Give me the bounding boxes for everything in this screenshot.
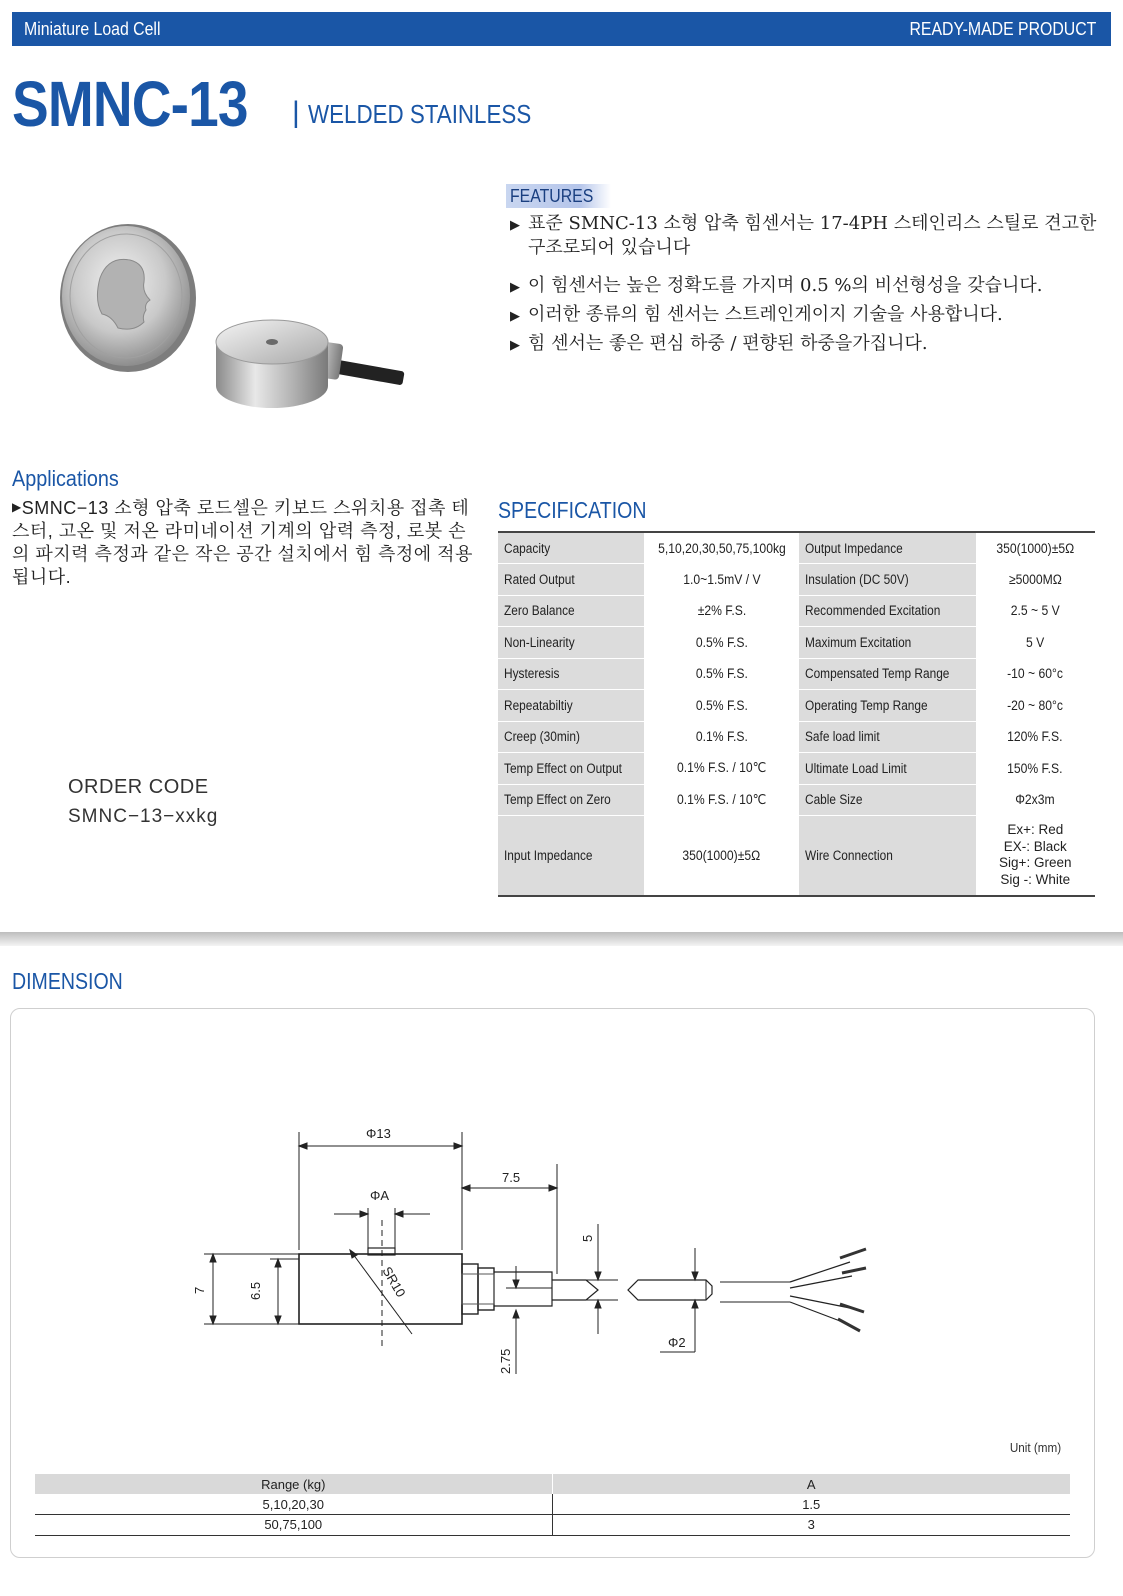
range-cell: 50,75,100 xyxy=(35,1515,552,1536)
page-title xyxy=(12,68,567,140)
spec-label: Safe load limit xyxy=(799,721,975,753)
feature-item: ▶ 이러한 종류의 힘 센서는 스트레인게이지 기술을 사용합니다. xyxy=(510,303,1100,327)
spec-value: 0.5% F.S. xyxy=(644,658,799,690)
wire-color-line: Ex+: Red xyxy=(1007,822,1064,838)
specification-table xyxy=(498,531,1095,897)
spec-value xyxy=(976,816,1095,896)
dimension-drawing xyxy=(180,1120,900,1390)
section-divider xyxy=(0,932,1123,946)
spec-label: Recommended Excitation xyxy=(799,595,975,627)
spec-row xyxy=(498,753,1095,785)
features-heading: FEATURES xyxy=(506,184,611,208)
dim-label: 6.5 xyxy=(248,1281,263,1300)
spec-value: -20 ~ 80°c xyxy=(976,690,1095,722)
spec-value: ≥5000MΩ xyxy=(976,564,1095,596)
spec-value: 2.5 ~ 5 V xyxy=(976,595,1095,627)
spec-label: Creep (30min) xyxy=(498,721,644,753)
category-label: Miniature Load Cell xyxy=(24,18,161,39)
spec-label: Repeatabiltiy xyxy=(498,690,644,722)
spec-value: Φ2x3m xyxy=(976,784,1095,816)
spec-label: Compensated Temp Range xyxy=(799,658,975,690)
spec-value: 350(1000)±5Ω xyxy=(976,532,1095,564)
spec-label: Capacity xyxy=(498,532,644,564)
spec-row xyxy=(498,595,1095,627)
spec-value: 0.5% F.S. xyxy=(644,690,799,722)
dim-label: 2.75 xyxy=(498,1348,513,1374)
spec-value: 0.1% F.S. / 10℃ xyxy=(644,784,799,816)
spec-value: -10 ~ 60°c xyxy=(976,658,1095,690)
spec-value: 350(1000)±5Ω xyxy=(644,816,799,896)
dim-label: ΦA xyxy=(370,1188,390,1203)
spec-row xyxy=(498,721,1095,753)
load-cell-image xyxy=(216,320,405,408)
dim-label: Φ2 xyxy=(668,1335,686,1350)
spec-row xyxy=(498,816,1095,896)
dim-label: 7 xyxy=(192,1286,207,1294)
dim-label: 5 xyxy=(580,1234,595,1242)
wire-color-line: Sig -: White xyxy=(1000,871,1071,887)
wire-color-line: Sig+: Green xyxy=(999,855,1072,871)
spec-label: Cable Size xyxy=(799,784,975,816)
spec-row xyxy=(498,532,1095,564)
spec-value: 5 V xyxy=(976,627,1095,659)
table-row xyxy=(35,1494,1070,1515)
spec-label: Ultimate Load Limit xyxy=(799,753,975,785)
spec-value: 120% F.S. xyxy=(976,721,1095,753)
dim-label: 7.5 xyxy=(502,1170,521,1185)
unit-label: Unit (mm) xyxy=(1009,1440,1062,1455)
dimension-heading: DIMENSION xyxy=(12,968,123,994)
title-separator: | xyxy=(292,96,300,129)
a-header: A xyxy=(552,1474,1070,1494)
spec-row xyxy=(498,627,1095,659)
spec-value: 150% F.S. xyxy=(976,753,1095,785)
coin-image xyxy=(60,224,196,372)
features-list xyxy=(510,212,1100,356)
spec-row xyxy=(498,658,1095,690)
spec-label: Output Impedance xyxy=(799,532,975,564)
wire-color-line: EX-: Black xyxy=(1003,838,1067,854)
range-cell: 5,10,20,30 xyxy=(35,1494,552,1515)
applications-text: ▶SMNC−13 소형 압축 로드셀은 키보드 스위치용 접촉 테스터, 고온 및 저온 라미네이션 기계의 압력 측정, 로봇 손의 파지력 측정과 같은 작은 공간 설치에서 힘 측정에 적용됩니다. xyxy=(12,498,473,587)
spec-label: Temp Effect on Output xyxy=(498,753,644,785)
spec-row xyxy=(498,784,1095,816)
order-code-label: ORDER CODE xyxy=(68,776,209,798)
feature-item: ▶ 이 힘센서는 높은 정확도를 가지며 0.5 %의 비선형성을 갖습니다. xyxy=(510,274,1100,298)
order-code-value: SMNC−13−xxkg xyxy=(68,806,219,827)
spec-value: 1.0~1.5mV / V xyxy=(644,564,799,596)
spec-label: Hysteresis xyxy=(498,658,644,690)
spec-row xyxy=(498,564,1095,596)
product-photo xyxy=(40,218,440,448)
spec-label: Non-Linearity xyxy=(498,627,644,659)
bullet-arrow-icon: ▶ xyxy=(12,500,22,514)
spec-label: Maximum Excitation xyxy=(799,627,975,659)
spec-row xyxy=(498,690,1095,722)
feature-item: ▶ 힘 센서는 좋은 편심 하중 / 편향된 하중을가집니다. xyxy=(510,332,1100,356)
range-header: Range (kg) xyxy=(35,1474,552,1494)
spec-label: Temp Effect on Zero xyxy=(498,784,644,816)
specification-heading: SPECIFICATION xyxy=(498,497,647,523)
spec-value: 0.5% F.S. xyxy=(644,627,799,659)
cell-body xyxy=(299,1254,462,1324)
spec-label: Zero Balance xyxy=(498,595,644,627)
model-name: SMNC-13 xyxy=(12,68,248,140)
range-table xyxy=(35,1474,1070,1536)
a-cell: 1.5 xyxy=(552,1494,1070,1515)
applications-heading: Applications xyxy=(12,466,119,491)
spec-label: Insulation (DC 50V) xyxy=(799,564,975,596)
feature-item: ▶ 표준 SMNC-13 소형 압축 힘센서는 17-4PH 스테인리스 스틸로 견고한 구조로되어 있습니다 xyxy=(510,212,1100,260)
spec-value: 0.1% F.S. / 10℃ xyxy=(644,753,799,785)
spec-value: 0.1% F.S. xyxy=(644,721,799,753)
model-subtitle: WELDED STAINLESS xyxy=(307,99,532,129)
table-row xyxy=(35,1515,1070,1536)
top-banner xyxy=(12,12,1111,46)
spec-value: ±2% F.S. xyxy=(644,595,799,627)
a-cell: 3 xyxy=(552,1515,1070,1536)
spec-label: Input Impedance xyxy=(498,816,644,896)
ready-made-label: READY-MADE PRODUCT xyxy=(909,18,1096,39)
spec-label: Operating Temp Range xyxy=(799,690,975,722)
spec-label: Wire Connection xyxy=(799,816,975,896)
dim-label: SR10 xyxy=(379,1264,409,1300)
dim-label: Φ13 xyxy=(366,1126,391,1141)
spec-label: Rated Output xyxy=(498,564,644,596)
spec-value: 5,10,20,30,50,75,100kg xyxy=(644,532,799,564)
